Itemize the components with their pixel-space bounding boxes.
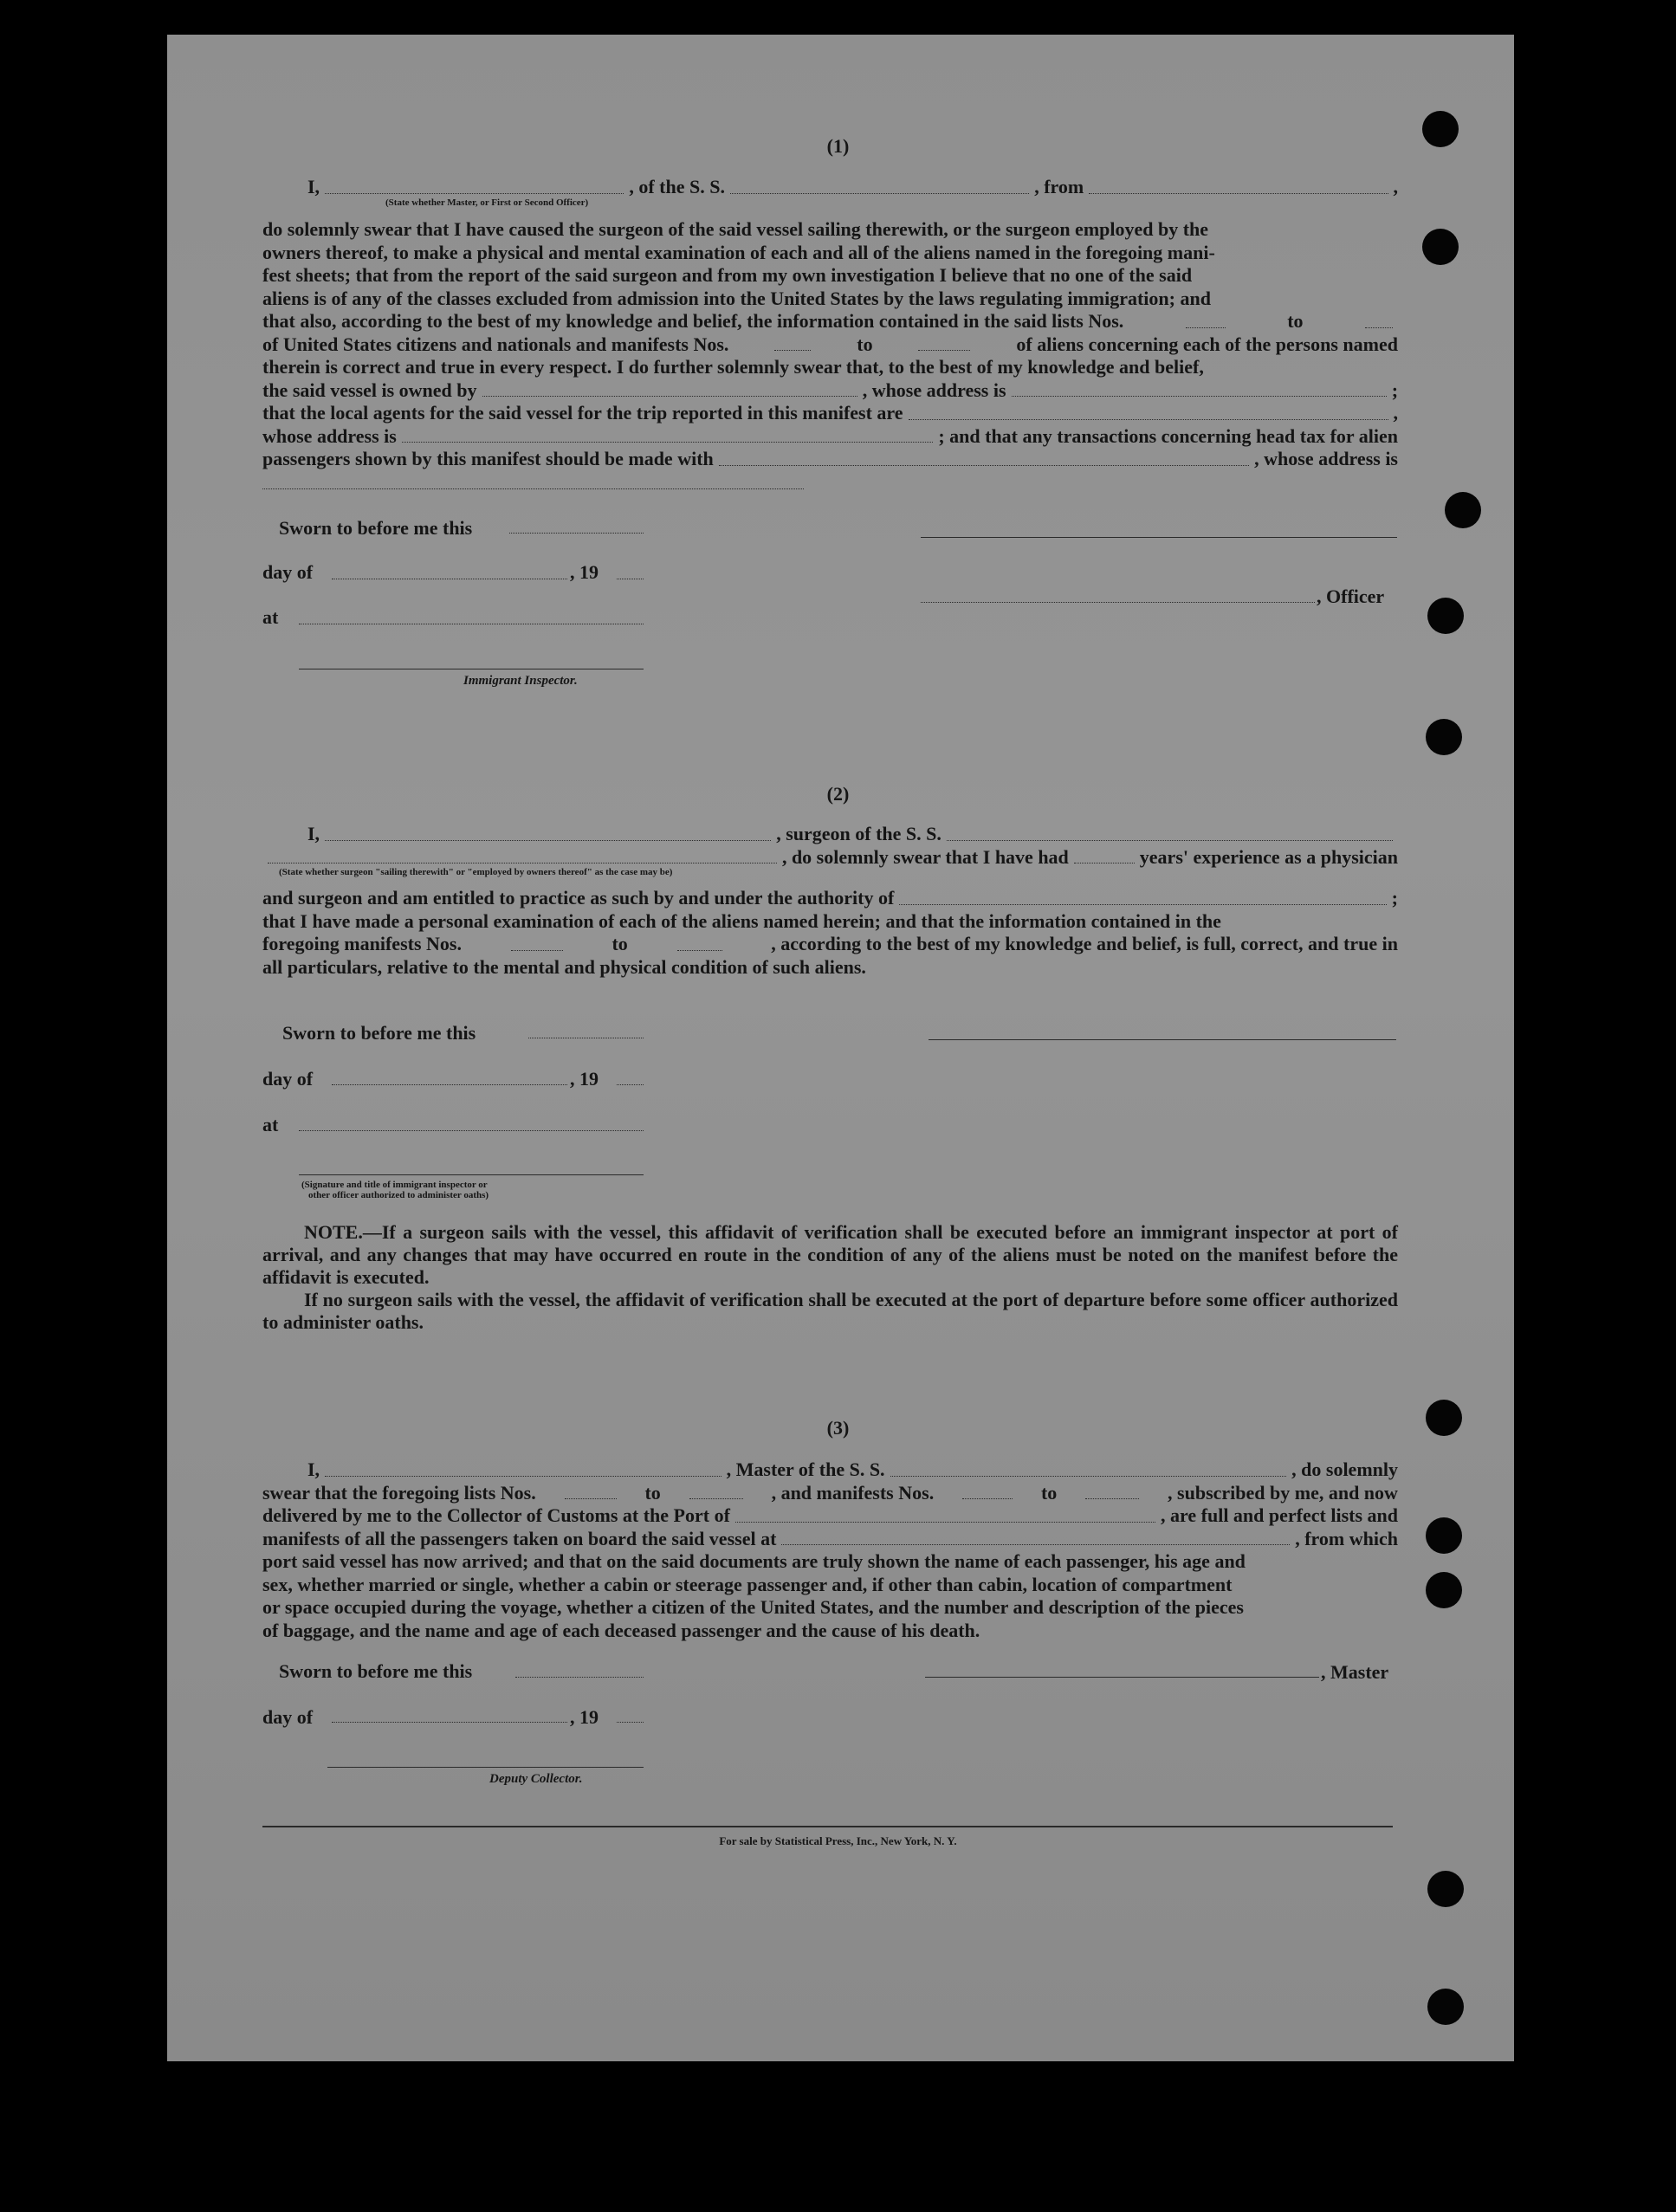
punch-hole bbox=[1445, 492, 1481, 528]
signature-caption: other officer authorized to administer oaths) bbox=[308, 1190, 489, 1200]
sworn-date-field bbox=[515, 1677, 644, 1678]
day-of-field bbox=[332, 1722, 567, 1723]
signature-caption: (Signature and title of immigrant inspector or bbox=[301, 1180, 488, 1190]
master-signature-line bbox=[925, 1677, 1319, 1678]
section-1-body: do solemnly swear that I have caused the surgeon of the said vessel sailing therewith, or the surgeon employed by the owners thereof, to make a physical and mental examination of each and all of the aliens named in the foregoing mani- fest sheets; that from the report of the said surgeon and from my own investigation I believe that no one of the said aliens is of any of the classes excluded from admission into the United States by the laws regulating immigration; and that also, according to the best of my knowledge and belief, the information contained in the said lists Nos. to of United States citizens and nationals and manifests Nos. to of aliens concerning each of the persons named therein is correct and true in every respect. I do further solemnly swear that, to the best of my knowledge and belief, the said vessel is owned by , whose address is ; that the local agents for the said vessel for the trip reported in this manifest are , whose address is ; and that any transactions concerning head tax for alien passengers shown by this manifest should be made with , whose address is bbox=[262, 218, 1399, 469]
section-1-oath: I, , of the S. S. , from , bbox=[307, 176, 1399, 197]
authorized-officer-signature-line bbox=[299, 1174, 644, 1175]
day-of-label: day of bbox=[262, 1706, 314, 1728]
punch-hole bbox=[1422, 229, 1459, 265]
printer-imprint: For sale by Statistical Press, Inc., New York, N. Y. bbox=[719, 1834, 957, 1847]
section-2-body: and surgeon and am entitled to practice as such by and under the authority of ; that I have made a personal examination of each of the aliens named herein; and that the information contained in the foregoing manifests Nos. to , according to the best of my knowledge and belief, is full, correct, and true in all particulars, relative to the mental and physical condition of such aliens. bbox=[262, 887, 1398, 978]
day-of-field bbox=[332, 1084, 567, 1085]
at-place-field bbox=[299, 1130, 644, 1131]
sworn-label: Sworn to before me this bbox=[282, 1022, 476, 1044]
punch-hole bbox=[1427, 1989, 1464, 2025]
punch-hole bbox=[1427, 598, 1464, 634]
collector-signature-line bbox=[327, 1767, 644, 1768]
surgeon-signature-line bbox=[929, 1039, 1396, 1040]
sworn-label: Sworn to before me this bbox=[279, 1660, 473, 1682]
surgeon-type-caption: (State whether surgeon "sailing therewith" or "employed by owners thereof" as the case may be) bbox=[279, 867, 673, 877]
sworn-date-field bbox=[509, 533, 644, 534]
officer-rank-caption: (State whether Master, or First or Second Officer) bbox=[385, 197, 589, 208]
year-field bbox=[617, 1084, 644, 1085]
punch-hole bbox=[1426, 1517, 1462, 1554]
deputy-collector-caption: Deputy Collector. bbox=[489, 1772, 583, 1786]
day-of-label: day of bbox=[262, 561, 314, 583]
section-3-heading: (3) bbox=[826, 1417, 850, 1439]
at-label: at bbox=[262, 606, 279, 628]
address-continuation-line bbox=[262, 488, 804, 489]
year-field bbox=[617, 1722, 644, 1723]
surgeon-note: NOTE.—If a surgeon sails with the vessel, this affidavit of verification shall be executed before an immigrant inspector at port of arrival, and any changes that may have occurred en route in the condition of any of the aliens must be noted on the manifest before the affidavit is executed. If no surgeon sails with the vessel, the affidavit of verification shall be executed at the port of departure before some officer authorized to administer oaths. bbox=[262, 1221, 1398, 1333]
day-of-label: day of bbox=[262, 1068, 314, 1090]
punch-hole bbox=[1426, 1572, 1462, 1608]
punch-hole bbox=[1427, 1871, 1464, 1907]
section-3-body: I, , Master of the S. S. , do solemnly swear that the foregoing lists Nos. to , and manifests Nos. to , subscribed by me, and now delivered by me to the Collector of Customs at the Port of , are full and perfect lists and manifests of all the passengers taken on board the said vessel at , from which port said vessel has now arrived; and that on the said documents are truly shown the name of each passenger, his age and sex, whether married or single, whether a cabin or steerage passenger and, if other than cabin, location of compartment or space occupied during the voyage, whether a citizen of the United States, and the number and description of the pieces of baggage, and the name and age of each deceased passenger and the cause of his death. bbox=[262, 1458, 1398, 1641]
footer-rule bbox=[262, 1826, 1393, 1827]
year-label: , 19 bbox=[570, 561, 599, 583]
section-1-heading: (1) bbox=[826, 135, 850, 157]
at-label: at bbox=[262, 1114, 279, 1135]
section-2-heading: (2) bbox=[826, 783, 850, 805]
officer-title-line bbox=[921, 602, 1315, 603]
sworn-label: Sworn to before me this bbox=[279, 517, 473, 539]
officer-label: , Officer bbox=[1317, 585, 1385, 607]
immigrant-inspector-caption: Immigrant Inspector. bbox=[463, 674, 578, 688]
year-label: , 19 bbox=[570, 1706, 599, 1728]
master-label: , Master bbox=[1321, 1661, 1389, 1683]
section-2-oath: I, , surgeon of the S. S. , do solemnly swear that I have had years' experience as a physician bbox=[262, 823, 1398, 869]
year-label: , 19 bbox=[570, 1068, 599, 1090]
officer-signature-line bbox=[921, 537, 1397, 538]
punch-hole bbox=[1426, 719, 1462, 755]
